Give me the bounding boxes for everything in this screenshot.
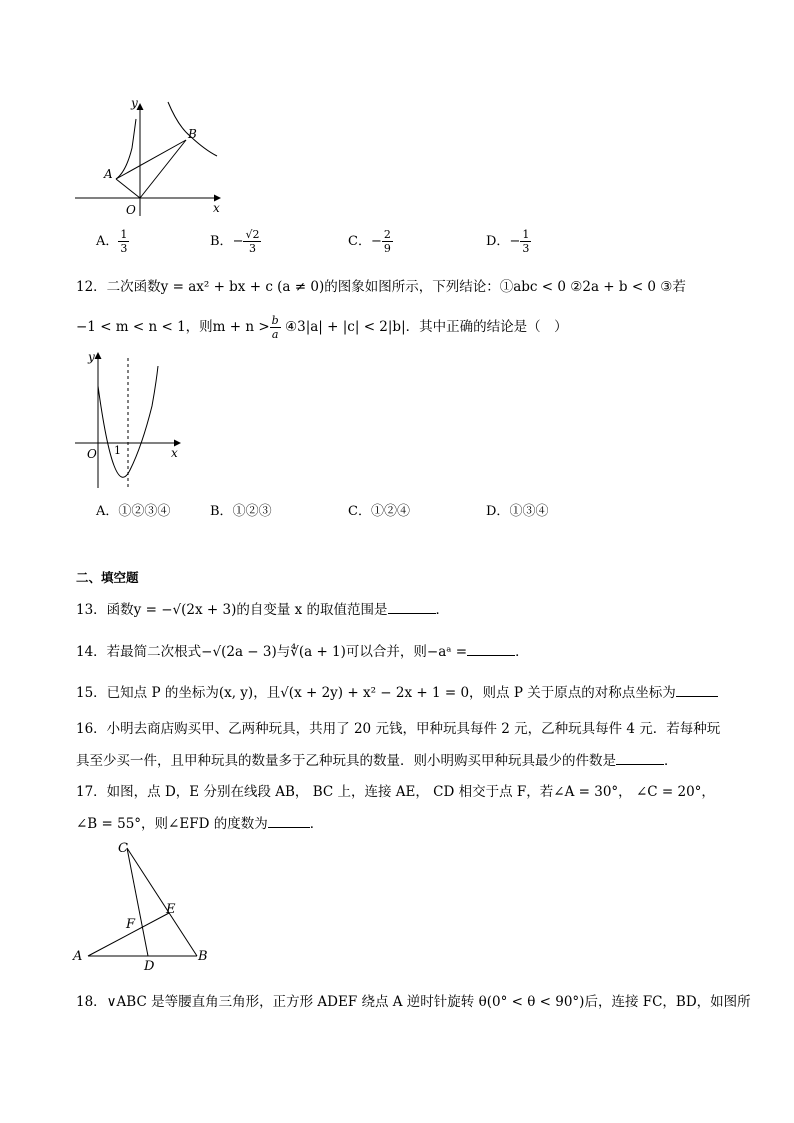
q17-triangle-figure [70,836,220,976]
q11-option-c: C．− $\frac{2}{9}$ [348,228,391,255]
q17-label-b: B [198,949,208,964]
q13-answer-blank[interactable] [388,601,436,614]
q13-question: 13．函数y = −√(2x + 3)的自变量 x 的取值范围是 ． [76,602,450,618]
q16-answer-blank[interactable] [616,752,664,765]
q11-graph [70,92,235,222]
q11-option-d: D．− $\frac{1}{3}$ [486,228,530,255]
q11-origin-label: O [126,203,136,217]
q12-option-c: C．①②④ [348,504,410,519]
q17-label-d: D [144,959,155,974]
section-title-fill-in: 二、填空题 [76,570,139,585]
q17-label-c: C [118,841,128,856]
q12-graph [70,348,190,490]
q12-y-label: y [88,350,95,364]
q12-one-label: 1 [114,444,121,457]
q11-x-label: x [213,201,220,215]
q11-point-b-label: B [188,127,197,141]
q14-answer-blank[interactable] [467,643,515,656]
q12-question-line2: −1 < m < n < 1，则m + n > $\frac{b}{a}$ ④3|a| + |c| < 2|b|．其中正确的结论是（ ） [76,314,568,341]
q11-point-a-label: A [104,167,113,181]
q16-question-line1: 16．小明去商店购买甲、乙两种玩具，共用了 20 元钱，甲种玩具每件 2 元，乙种玩具每件 4 元．若每种玩 [76,721,721,737]
q17-label-f: F [126,917,136,932]
q17-label-a: A [73,949,83,964]
q17-answer-blank[interactable] [268,815,310,828]
q12-origin-label: O [87,447,97,461]
q18-question: 18．∨ABC 是等腰直角三角形，正方形 ADEF 绕点 A 逆时针旋转 θ(0° < θ < 90°)后，连接 FC，BD，如图所 [76,994,751,1010]
q12-x-label: x [171,446,178,460]
q12-option-d: D．①③④ [486,504,549,519]
q11-y-label: y [131,96,138,110]
q11-option-a: A． $\frac{1}{3}$ [96,228,128,255]
q11-option-b: B．− $\frac{√2}{3}$ [210,228,260,255]
q12-option-b: B．①②③ [210,504,272,519]
q17-question-line2: ∠B = 55°，则∠EFD 的度数为 ． [76,816,324,832]
q12-question-line1: 12．二次函数y = ax² + bx + c (a ≠ 0)的图象如图所示，下列结论：①abc < 0 ②2a + b < 0 ③若 [76,279,686,295]
q15-question: 15．已知点 P 的坐标为(x, y)，且√(x + 2y) + x² − 2x + 1 = 0，则点 P 关于原点的对称点坐标为 [76,681,718,701]
q15-answer-blank[interactable] [676,684,718,697]
q12-option-a: A．①②③④ [96,504,171,519]
q16-question-line2: 具至少买一件，且甲种玩具的数量多于乙种玩具的数量．则小明购买甲种玩具最少的件数是 ． [76,753,678,769]
q17-question-line1: 17．如图，点 D，E 分别在线段 AB， BC 上，连接 AE， CD 相交于点 F，若∠A = 30°， ∠C = 20°， [76,784,715,800]
q17-label-e: E [166,902,176,917]
q14-question: 14．若最简二次根式−√(2a − 3)与∜(a + 1)可以合并，则−aᵃ = ． [76,644,529,660]
